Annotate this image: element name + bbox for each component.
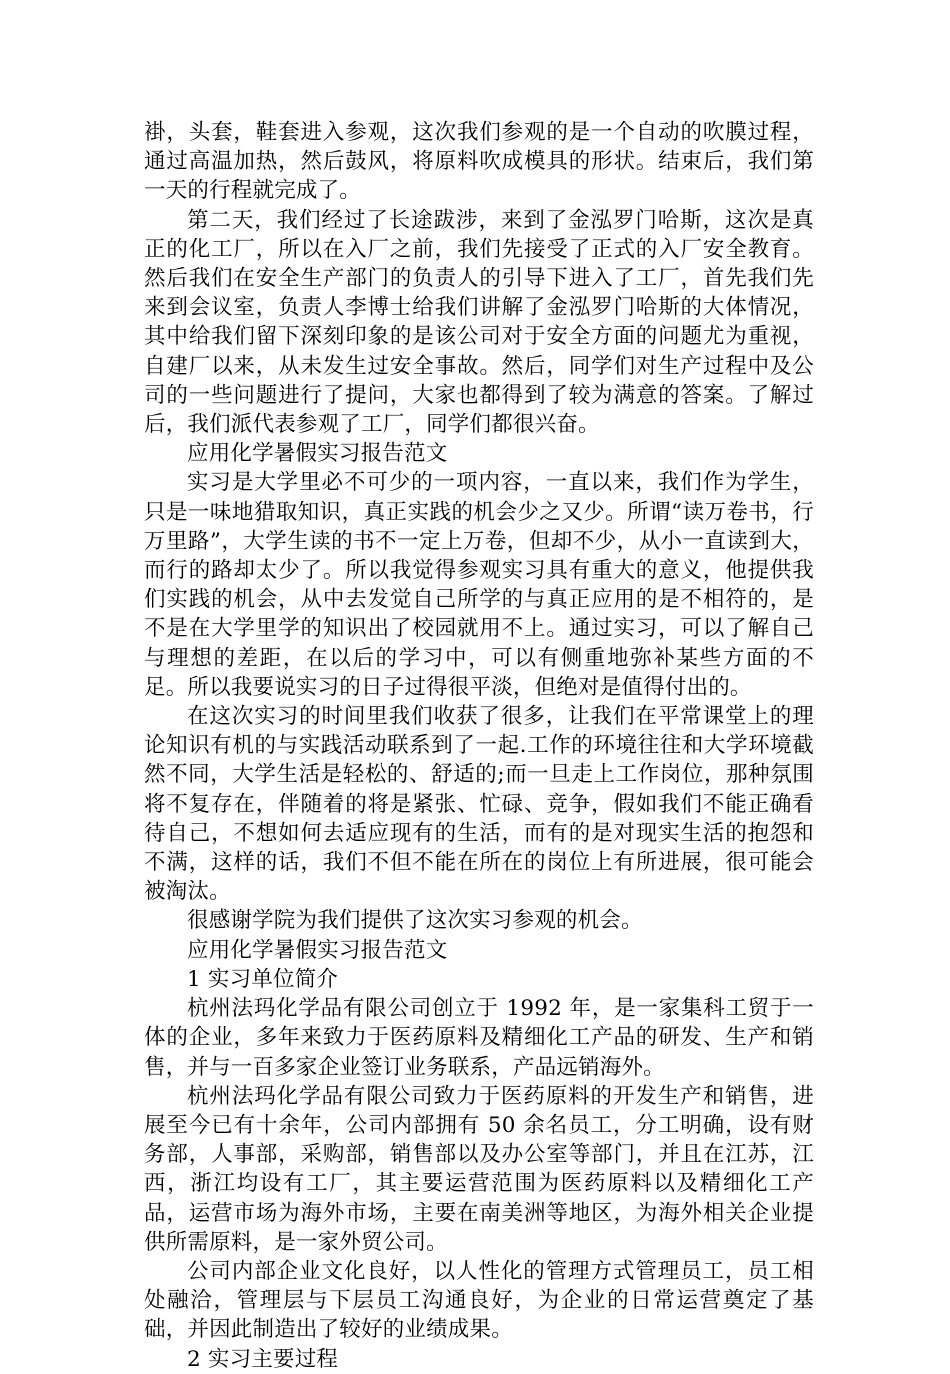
paragraph-company-founding: 杭州法玛化学品有限公司创立于 1992 年，是一家集科工贸于一体的企业，多年来致力于医药原料及精细化工产品的研发、生产和销售，并与一百多家企业签订业务联系，产品远销海外。: [144, 996, 814, 1080]
paragraph-day-two: 第二天，我们经过了长途跋涉，来到了金泓罗门哈斯，这次是真正的化工厂，所以在入厂之前，我们先接受了正式的入厂安全教育。然后我们在安全生产部门的负责人的引导下进入了工厂，首先我们先来到会议室，负责人李博士给我们讲解了金泓罗门哈斯的大体情况，其中给我们留下深刻印象的是该公司对于安全方面的问题尤为重视，自建厂以来，从未发生过安全事故。然后，同学们对生产过程中及公司的一些问题进行了提问，大家也都得到了较为满意的答案。了解过后，我们派代表参观了工厂，同学们都很兴奋。: [144, 207, 814, 438]
document-body: [144, 118, 814, 1374]
paragraph-internship-meaning: 实习是大学里必不可少的一项内容，一直以来，我们作为学生，只是一味地猎取知识，真正实践的机会少之又少。所谓“读万卷书，行万里路”，大学生读的书不一定上万卷，但却不少，从小一直读到大，而行的路却太少了。所以我觉得参观实习具有重大的意义，他提供我们实践的机会，从中去发觉自己所学的与真正应用的是不相符的，是不是在大学里学的知识出了校园就用不上。通过实习，可以了解自己与理想的差距，在以后的学习中，可以有侧重地弥补某些方面的不足。所以我要说实习的日子过得很平淡，但绝对是值得付出的。: [144, 470, 814, 700]
paragraph-thanks: 很感谢学院为我们提供了这次实习参观的机会。: [187, 908, 643, 934]
paragraph-continuation: 褂，头套，鞋套进入参观，这次我们参观的是一个自动的吹膜过程，通过高温加热，然后鼓风，将原料吹成模具的形状。结束后，我们第一天的行程就完成了。: [144, 120, 814, 204]
subsection-heading-company-intro: 1 实习单位简介: [187, 966, 339, 992]
section-heading: 应用化学暑假实习报告范文: [187, 441, 448, 467]
section-heading: 应用化学暑假实习报告范文: [187, 937, 448, 963]
paragraph-company-operations: 杭州法玛化学品有限公司致力于医药原料的开发生产和销售，进展至今已有十余年，公司内部拥有 50 余名员工，分工明确，设有财务部，人事部，采购部，销售部以及办公室等部门，并且在江苏，江西，浙江均设有工厂，其主要运营范围为医药原料以及精细化工产品，运营市场为海外市场，主要在南美洲等地区，为海外相关企业提供所需原料，是一家外贸公司。: [144, 1083, 814, 1255]
paragraph-internship-gains: 在这次实习的时间里我们收获了很多，让我们在平常课堂上的理论知识有机的与实践活动联系到了一起.工作的环境往往和大学环境截然不同，大学生活是轻松的、舒适的;而一旦走上工作岗位，那种氛围将不复存在，伴随着的将是紧张、忙碌、竞争，假如我们不能正确看待自己，不想如何去适应现有的生活，而有的是对现实生活的抱怨和不满，这样的话，我们不但不能在所在的岗位上有所进展，很可能会被淘汰。: [144, 704, 814, 905]
subsection-heading-main-process: 2 实习主要过程: [187, 1346, 339, 1372]
paragraph-company-culture: 公司内部企业文化良好，以人性化的管理方式管理员工，员工相处融洽，管理层与下层员工沟通良好，为企业的日常运营奠定了基础，并因此制造出了较好的业绩成果。: [144, 1258, 814, 1343]
